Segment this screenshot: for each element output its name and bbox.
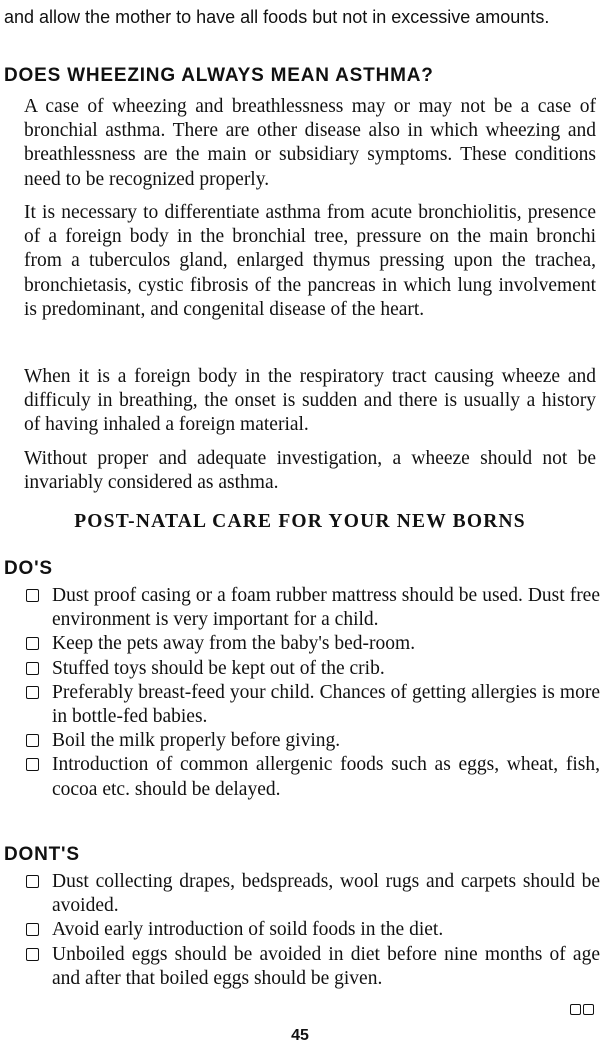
donts-heading: DONT'S xyxy=(4,844,80,865)
list-item-text: Unboiled eggs should be avoided in diet before nine months of age and after that boiled eggs should be given. xyxy=(52,943,600,989)
checkbox-icon xyxy=(26,875,39,888)
donts-list xyxy=(26,870,600,991)
wheezing-paragraph-4 xyxy=(4,447,596,495)
list-item-text: Dust proof casing or a foam rubber mattress should be used. Dust free environment is very important for a child. xyxy=(52,585,600,631)
list-item xyxy=(26,753,600,801)
list-item xyxy=(26,632,600,656)
list-item-text: Dust collecting drapes, bedspreads, wool rugs and carpets should be avoided. xyxy=(52,871,600,917)
page-number: 45 xyxy=(291,1027,309,1044)
list-item xyxy=(26,657,600,681)
list-item-text: Avoid early introduction of soild foods in the diet. xyxy=(52,919,444,941)
list-item xyxy=(26,729,600,753)
checkbox-icon xyxy=(26,923,39,936)
list-item xyxy=(26,918,600,942)
list-item-text: Preferably breast-feed your child. Chances of getting allergies is more in bottle-fed babies. xyxy=(52,681,600,728)
list-item xyxy=(26,943,600,991)
paragraph-text: When it is a foreign body in the respiratory tract causing wheeze and difficuly in breathing, the onset is sudden and there is usually a history of having inhaled a foreign material. xyxy=(24,366,596,436)
checkbox-icon xyxy=(26,589,39,602)
list-item xyxy=(26,584,600,632)
paragraph-text: Without proper and adequate investigation, a wheeze should not be invariably considered as asthma. xyxy=(24,448,596,494)
list-item-text: Keep the pets away from the baby's bed-room. xyxy=(52,633,416,655)
list-item-text: Introduction of common allergenic foods such as eggs, wheat, fish, cocoa etc. should be delayed. xyxy=(52,754,600,800)
checkbox-icon xyxy=(26,686,39,699)
list-item-text: Boil the milk properly before giving. xyxy=(52,730,341,752)
book-page xyxy=(4,0,600,1050)
wheezing-paragraph-2 xyxy=(4,201,596,322)
list-item-text: Stuffed toys should be kept out of the crib. xyxy=(52,657,385,679)
paragraph-text: A case of wheezing and breathlessness may or may not be a case of bronchial asthma. There are other disease also in which wheezing and breathlessness are the main or subsidiary symptoms. These conditions need to be recognized properly. xyxy=(24,96,596,190)
square-icon xyxy=(583,1004,594,1015)
wheezing-paragraph-3 xyxy=(4,365,596,438)
list-item xyxy=(26,870,600,918)
intro-continuation-text: and allow the mother to have all foods but not in excessive amounts. xyxy=(4,7,550,27)
checkbox-icon xyxy=(26,948,39,961)
checkbox-icon xyxy=(26,734,39,747)
paragraph-text: It is necessary to differentiate asthma from acute bronchiolitis, presence of a foreign body in the bronchial tree, pressure on the main bronchi from a tuberculos gland, enlarged thymus pressing upon the trachea, bronchietasis, cystic fibrosis of the pancreas in which lung involvement is predominant, and congenital disease of the heart. xyxy=(24,202,596,320)
list-item xyxy=(26,681,600,729)
wheezing-paragraph-1 xyxy=(4,95,596,192)
dos-heading: DO'S xyxy=(4,558,53,579)
dos-list xyxy=(26,584,600,802)
square-icon xyxy=(570,1004,581,1015)
checkbox-icon xyxy=(26,637,39,650)
wheezing-heading: DOES WHEEZING ALWAYS MEAN ASTHMA? xyxy=(4,65,434,86)
checkbox-icon xyxy=(26,662,39,675)
postnatal-heading: POST-NATAL CARE FOR YOUR NEW BORNS xyxy=(74,511,526,532)
end-of-section-icon xyxy=(570,1004,594,1015)
checkbox-icon xyxy=(26,758,39,771)
